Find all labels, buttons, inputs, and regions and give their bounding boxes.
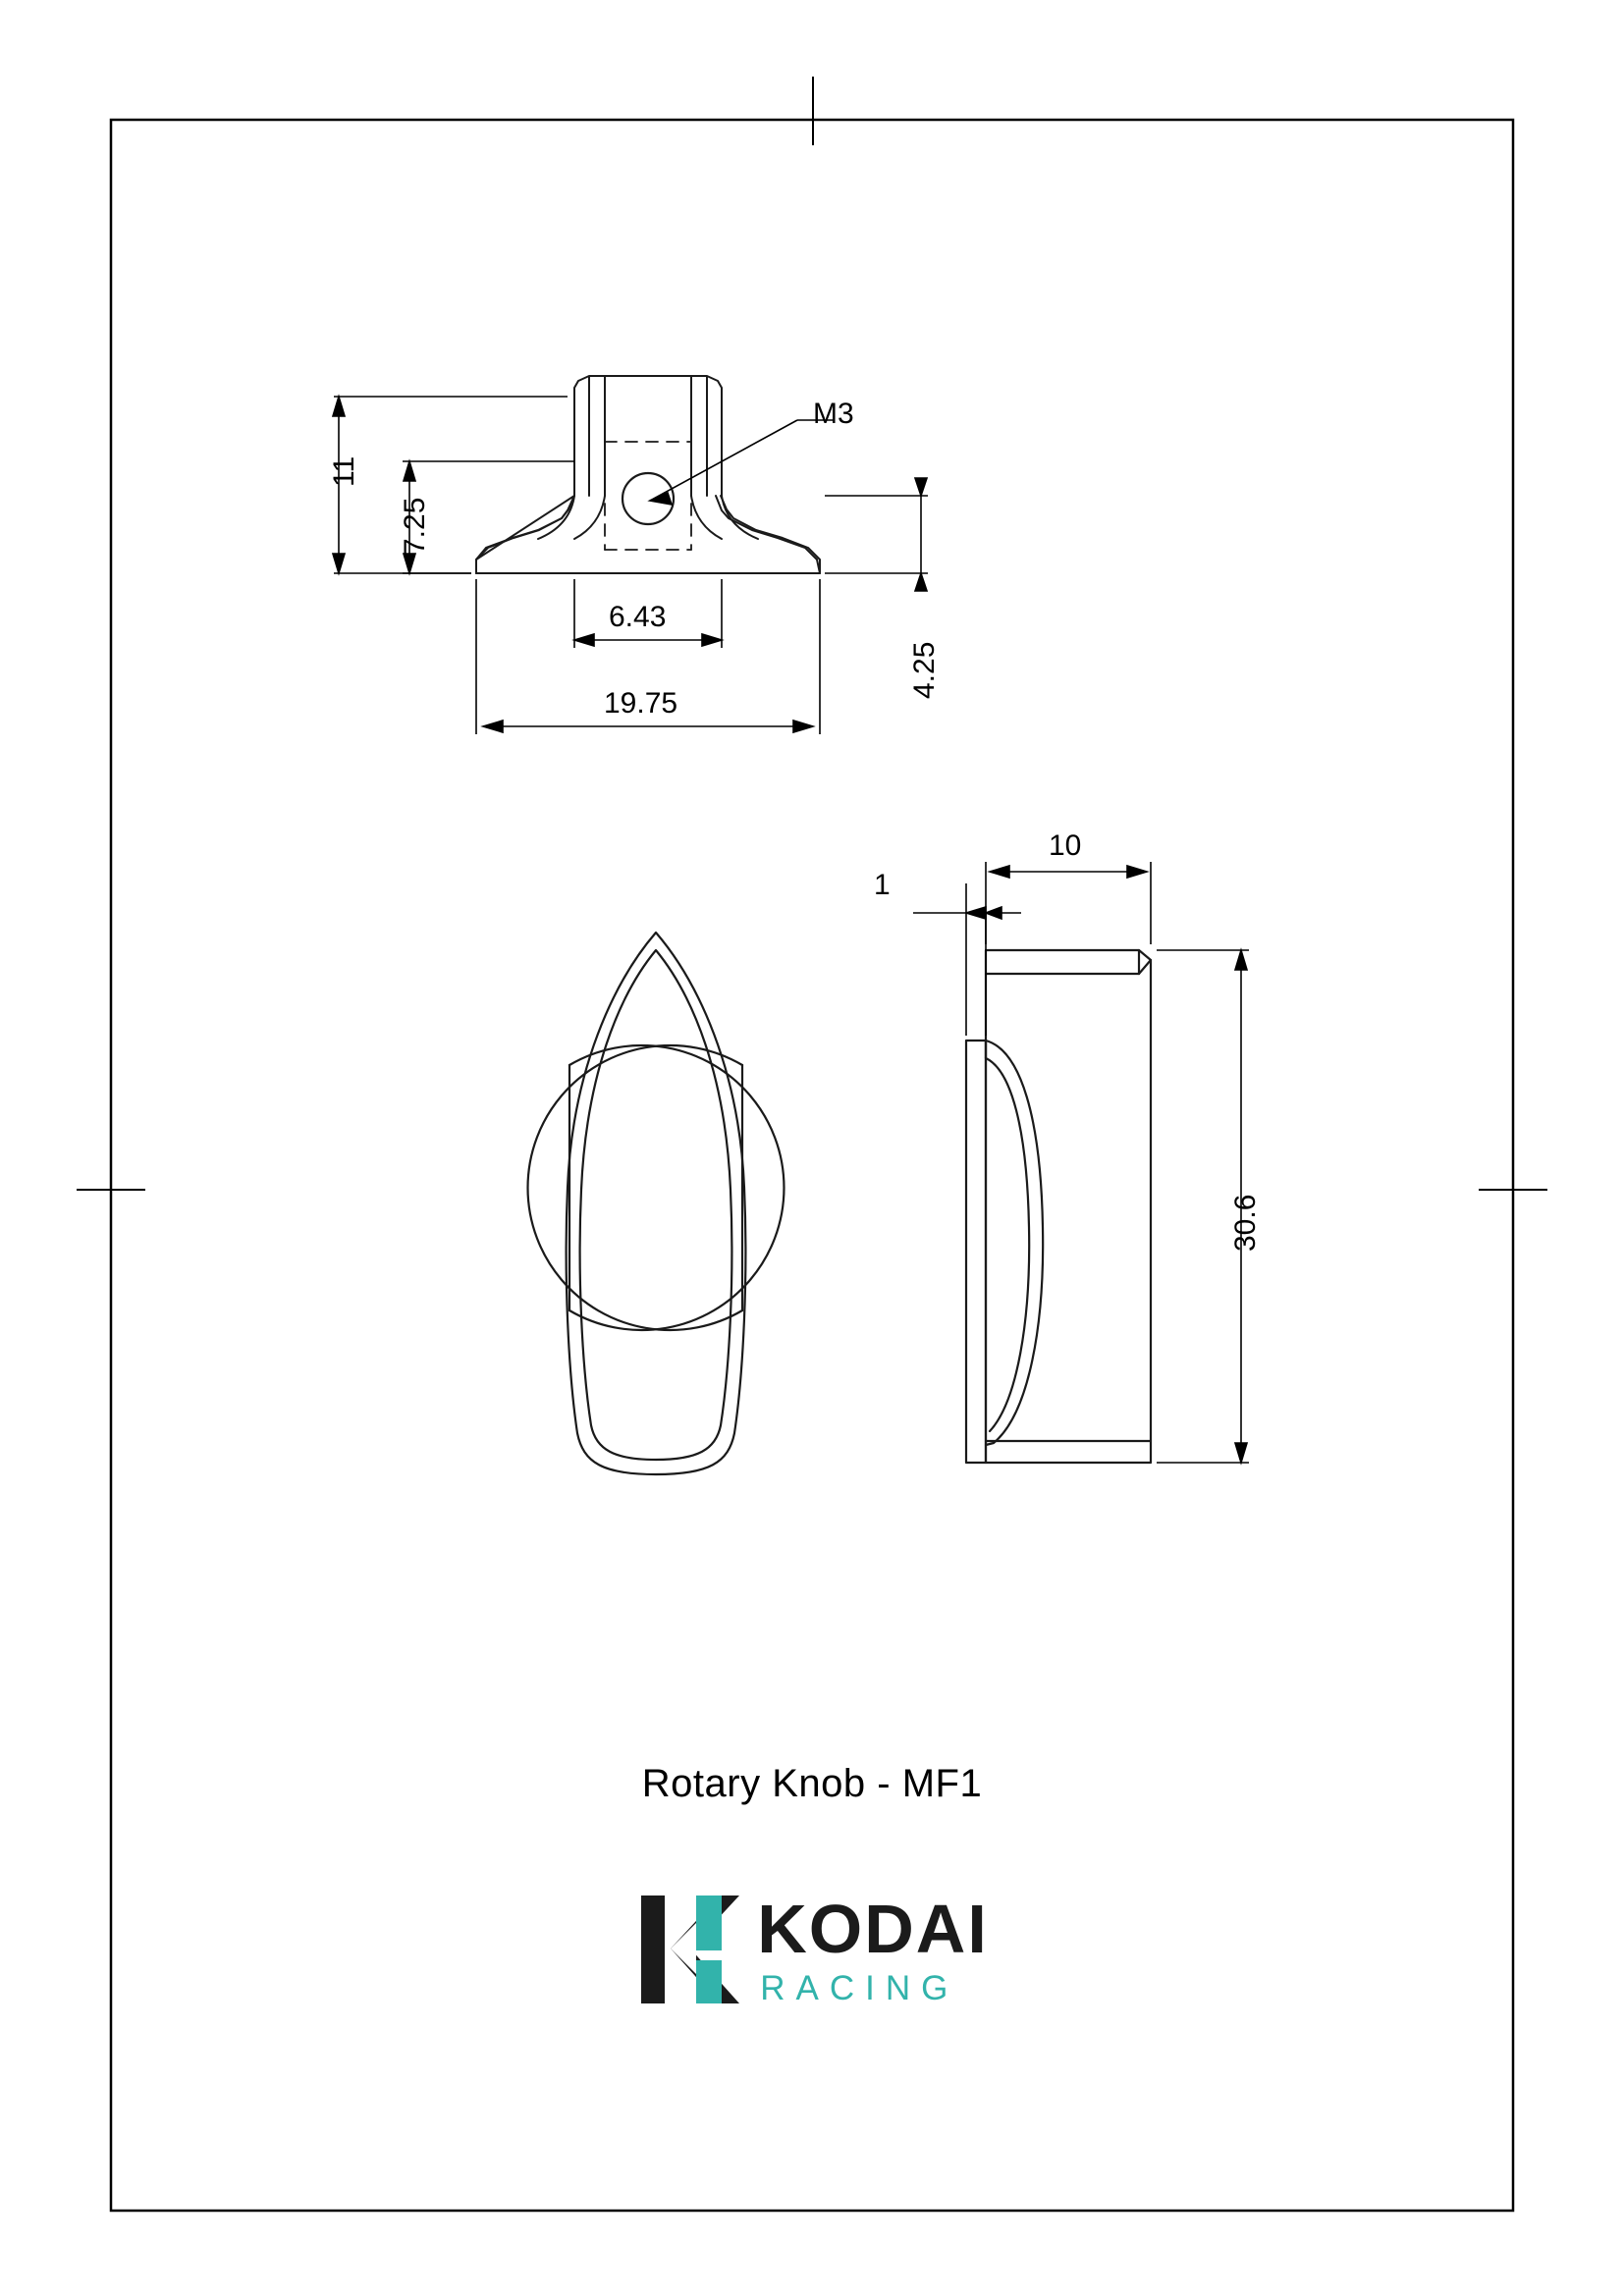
- dim-flange-thickness: 1: [874, 869, 891, 901]
- dim-height-overall: 11: [328, 455, 360, 487]
- brand-logo: [0, 1890, 1624, 2009]
- logo-wordmark-secondary: RACING: [760, 1968, 959, 2007]
- dim-width-boss: 6.43: [609, 601, 667, 633]
- kodai-logo-mark: [635, 1890, 743, 2009]
- logo-wordmark-primary: KODAI: [757, 1890, 989, 1967]
- dim-height-boss: 7.25: [399, 497, 431, 555]
- dim-thread-callout: M3: [813, 398, 854, 430]
- dim-height-knob: 30.6: [1229, 1194, 1262, 1252]
- dim-height-base: 4.25: [908, 641, 941, 699]
- drawing-title: Rotary Knob - MF1: [641, 1762, 983, 1805]
- dim-width-overall: 19.75: [604, 687, 678, 720]
- dim-depth-body: 10: [1049, 829, 1082, 862]
